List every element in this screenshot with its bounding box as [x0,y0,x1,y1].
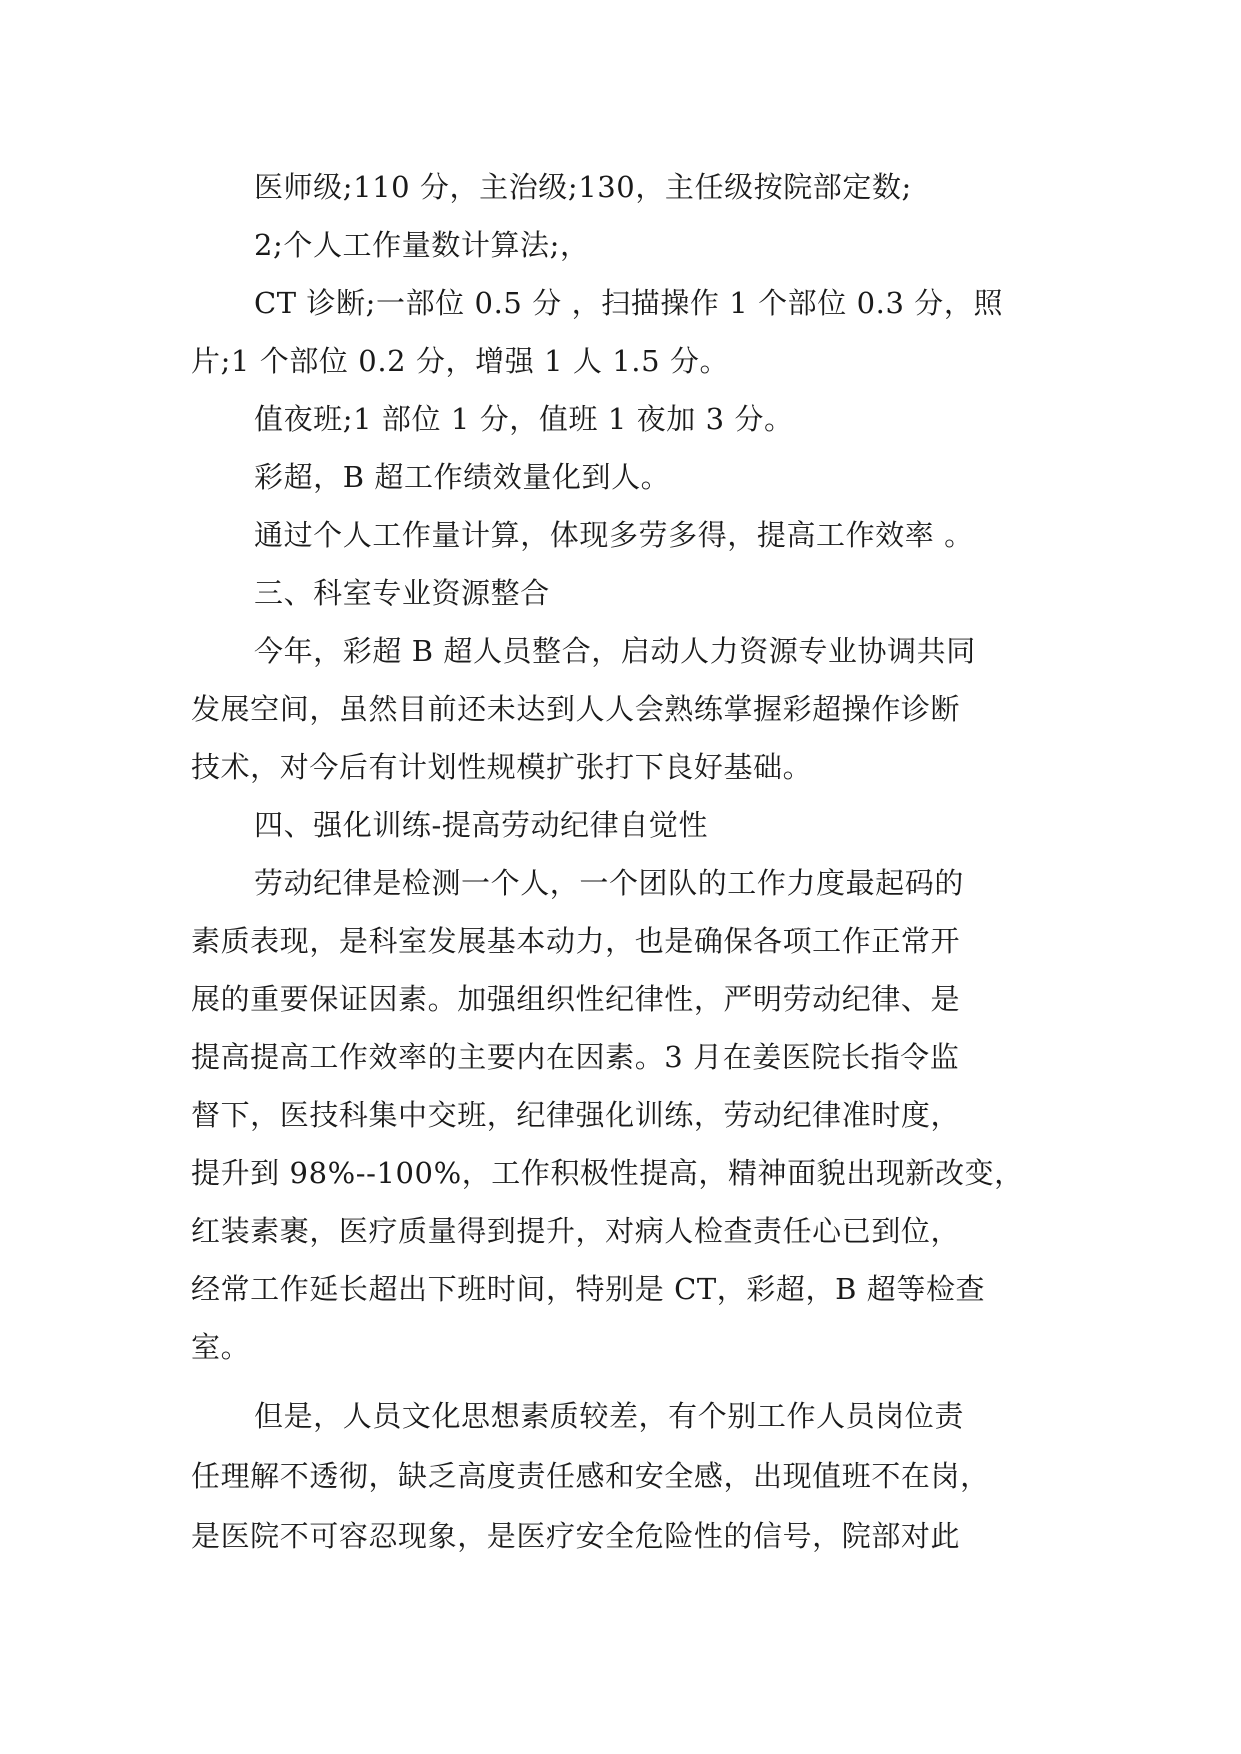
text-line: 但是，人员文化思想素质较差，有个别工作人员岗位责 [254,1399,964,1433]
section-heading: 三、科室专业资源整合 [254,576,550,610]
text-line: 医师级;110 分，主治级;130，主任级按院部定数; [254,170,912,204]
text-line: CT 诊断;一部位 0.5 分 ，扫描操作 1 个部位 0.3 分，照 [254,286,1004,320]
text-line: 通过个人工作量计算，体现多劳多得，提高工作效率 。 [254,518,974,552]
text-line: 2;个人工作量数计算法;， [254,228,590,262]
text-line: 发展空间，虽然目前还未达到人人会熟练掌握彩超操作诊断 [191,692,961,726]
text-line: 技术，对今后有计划性规模扩张打下良好基础。 [191,750,813,784]
text-line: 提高提高工作效率的主要内在因素。3 月在姜医院长指令监 [191,1040,960,1074]
text-line: 劳动纪律是检测一个人，一个团队的工作力度最起码的 [254,866,964,900]
text-line: 片;1 个部位 0.2 分，增强 1 人 1.5 分。 [191,344,730,378]
text-line: 督下，医技科集中交班，纪律强化训练，劳动纪律准时度， [191,1098,961,1132]
text-line: 展的重要保证因素。加强组织性纪律性，严明劳动纪律、是 [191,982,961,1016]
text-line: 今年，彩超 B 超人员整合，启动人力资源专业协调共同 [254,634,976,668]
text-line: 彩超，B 超工作绩效量化到人。 [254,460,671,494]
section-heading: 四、强化训练-提高劳动纪律自觉性 [254,808,709,842]
text-line: 素质表现，是科室发展基本动力，也是确保各项工作正常开 [191,924,961,958]
text-line: 是医院不可容忍现象，是医疗安全危险性的信号，院部对此 [191,1519,961,1553]
text-line: 红装素裹，医疗质量得到提升，对病人检查责任心已到位， [191,1214,961,1248]
text-line: 提升到 98%--100%，工作积极性提高，精神面貌出现新改变， [191,1156,1024,1190]
text-line: 值夜班;1 部位 1 分，值班 1 夜加 3 分。 [254,402,794,436]
text-line: 经常工作延长超出下班时间，特别是 CT，彩超，B 超等检查 [191,1272,986,1306]
text-line: 任理解不透彻，缺乏高度责任感和安全感，出现值班不在岗， [191,1459,990,1493]
text-line: 室。 [191,1330,251,1364]
